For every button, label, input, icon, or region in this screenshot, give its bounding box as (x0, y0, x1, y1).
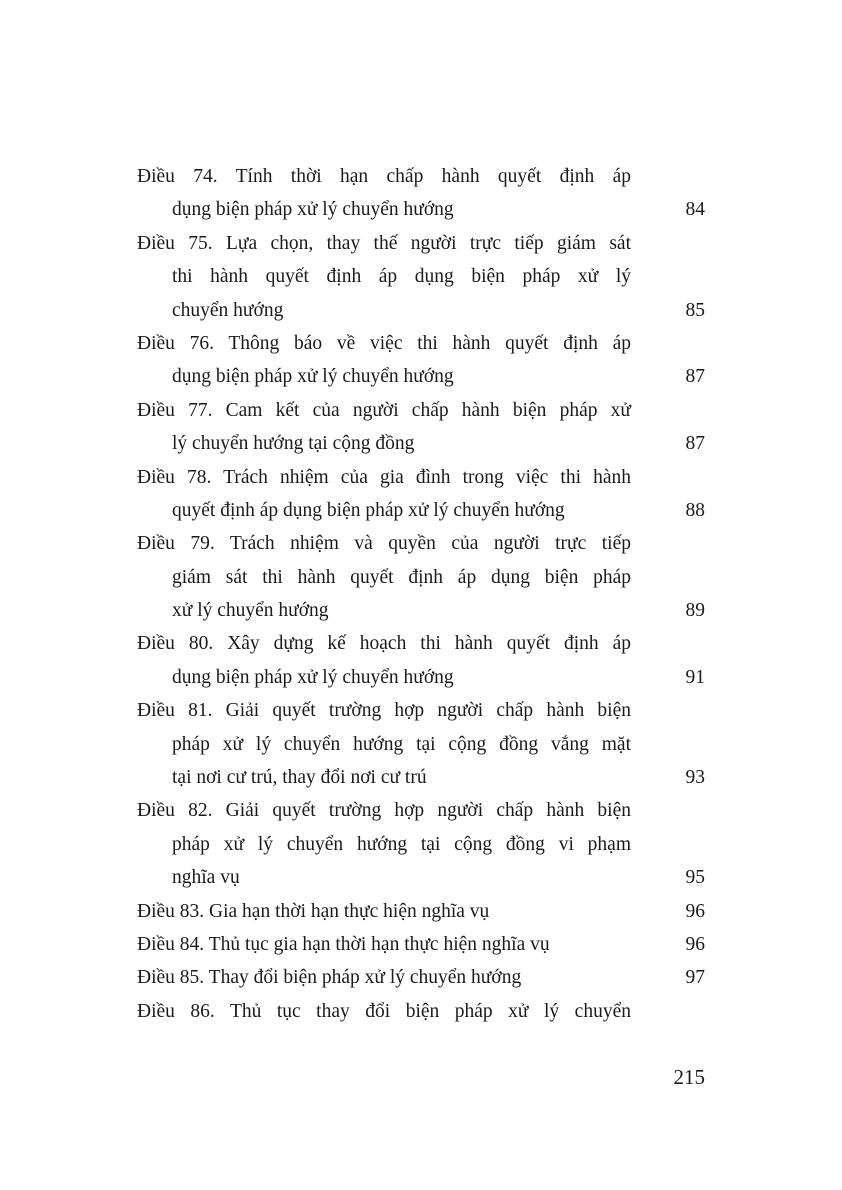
toc-entry (137, 527, 705, 627)
toc-entry (137, 160, 705, 227)
toc-entry (137, 461, 705, 528)
toc-entry-title (137, 394, 705, 427)
toc-entry-title (137, 794, 705, 827)
toc-entry-text: giám sát thi hành quyết định áp dụng biện pháp (172, 566, 631, 588)
toc-entry-text: Điều 74. Tính thời hạn chấp hành quyết định áp (137, 166, 631, 187)
toc-entry-text: Điều 75. Lựa chọn, thay thế người trực tiếp giám sát (137, 232, 631, 254)
toc-entry-continuation (137, 828, 705, 861)
toc-entry-title (137, 928, 705, 961)
toc-entry-page: 87 (685, 433, 705, 455)
toc-entry-text: dụng biện pháp xử lý chuyển hướng (172, 366, 454, 388)
toc-entry-page: 97 (685, 967, 705, 989)
toc-entry-text: Điều 76. Thông báo về việc thi hành quyết định áp (137, 332, 631, 354)
toc-entry (137, 794, 705, 894)
toc-entry-page: 96 (685, 900, 705, 922)
toc-entry-text: Điều 77. Cam kết của người chấp hành biện pháp xử (137, 399, 631, 421)
toc-entry-page: 87 (685, 366, 705, 388)
toc-entry-title (137, 461, 705, 494)
toc-entry (137, 327, 705, 394)
toc-entry-page: 89 (685, 600, 705, 622)
toc-entry-text: tại nơi cư trú, thay đổi nơi cư trú (172, 767, 427, 789)
toc-entry-text: pháp xử lý chuyển hướng tại cộng đồng vi phạm (172, 833, 631, 855)
toc-entry (137, 895, 705, 928)
toc-entry-title (137, 895, 705, 928)
toc-entry (137, 961, 705, 994)
toc-entry-page: 88 (685, 499, 705, 521)
toc-entry-text: thi hành quyết định áp dụng biện pháp xử lý (172, 266, 631, 288)
toc-entry-title (137, 961, 705, 994)
toc-entry-continuation (137, 360, 705, 393)
toc-entry-continuation (137, 761, 705, 794)
toc-entry-text: Điều 80. Xây dựng kế hoạch thi hành quyết định áp (137, 633, 631, 655)
toc-entry-continuation (137, 193, 705, 226)
toc-entry-text: dụng biện pháp xử lý chuyển hướng (172, 199, 454, 221)
toc-entry-text: dụng biện pháp xử lý chuyển hướng (172, 666, 454, 688)
toc-entry-page: 84 (685, 199, 705, 221)
toc-entry (137, 227, 705, 327)
toc-entry-continuation (137, 494, 705, 527)
toc-entry-text: quyết định áp dụng biện pháp xử lý chuyển hướng (172, 499, 565, 521)
toc-entry-continuation (137, 594, 705, 627)
toc-entry-text: lý chuyển hướng tại cộng đồng (172, 433, 415, 455)
toc-entry-text: Điều 79. Trách nhiệm và quyền của người trực tiếp (137, 533, 631, 555)
toc-entry-continuation (137, 294, 705, 327)
toc-entry-text: nghĩa vụ (172, 867, 240, 889)
toc-entry (137, 995, 705, 1028)
toc-entry (137, 394, 705, 461)
toc-entry-page: 85 (685, 299, 705, 321)
toc-entry-text: Điều 86. Thủ tục thay đổi biện pháp xử lý chuyển (137, 1000, 631, 1022)
toc-entry-text: xử lý chuyển hướng (172, 600, 329, 622)
toc-entry-title (137, 227, 705, 260)
toc-entry (137, 627, 705, 694)
toc-entry-continuation (137, 260, 705, 293)
toc-entry-continuation (137, 561, 705, 594)
toc-entry-text: chuyển hướng (172, 299, 284, 321)
toc-entry-text: Điều 82. Giải quyết trường hợp người chấp hành biện (137, 800, 631, 822)
toc-entry-title (137, 527, 705, 560)
table-of-contents (137, 160, 705, 1028)
toc-entry-title (137, 694, 705, 727)
toc-entry-continuation (137, 427, 705, 460)
toc-entry-text: Điều 83. Gia hạn thời hạn thực hiện nghĩa vụ (137, 900, 490, 922)
toc-entry-text: Điều 81. Giải quyết trường hợp người chấp hành biện (137, 700, 631, 722)
toc-entry-title (137, 627, 705, 660)
page-number: 215 (673, 1065, 705, 1089)
toc-entry-page: 95 (685, 867, 705, 889)
toc-entry-page: 91 (685, 666, 705, 688)
toc-entry-text: pháp xử lý chuyển hướng tại cộng đồng vắng mặt (172, 733, 631, 755)
toc-entry (137, 928, 705, 961)
toc-entry-title (137, 995, 705, 1028)
toc-entry-text: Điều 85. Thay đổi biện pháp xử lý chuyển hướng (137, 967, 522, 989)
toc-entry-continuation (137, 861, 705, 894)
toc-entry-title (137, 327, 705, 360)
toc-entry-title (137, 160, 705, 193)
toc-entry-text: Điều 78. Trách nhiệm của gia đình trong việc thi hành (137, 466, 631, 488)
toc-entry (137, 694, 705, 794)
toc-entry-text: Điều 84. Thủ tục gia hạn thời hạn thực hiện nghĩa vụ (137, 933, 550, 955)
toc-entry-page: 96 (685, 933, 705, 955)
toc-entry-continuation (137, 728, 705, 761)
toc-entry-continuation (137, 661, 705, 694)
toc-entry-page: 93 (685, 767, 705, 789)
